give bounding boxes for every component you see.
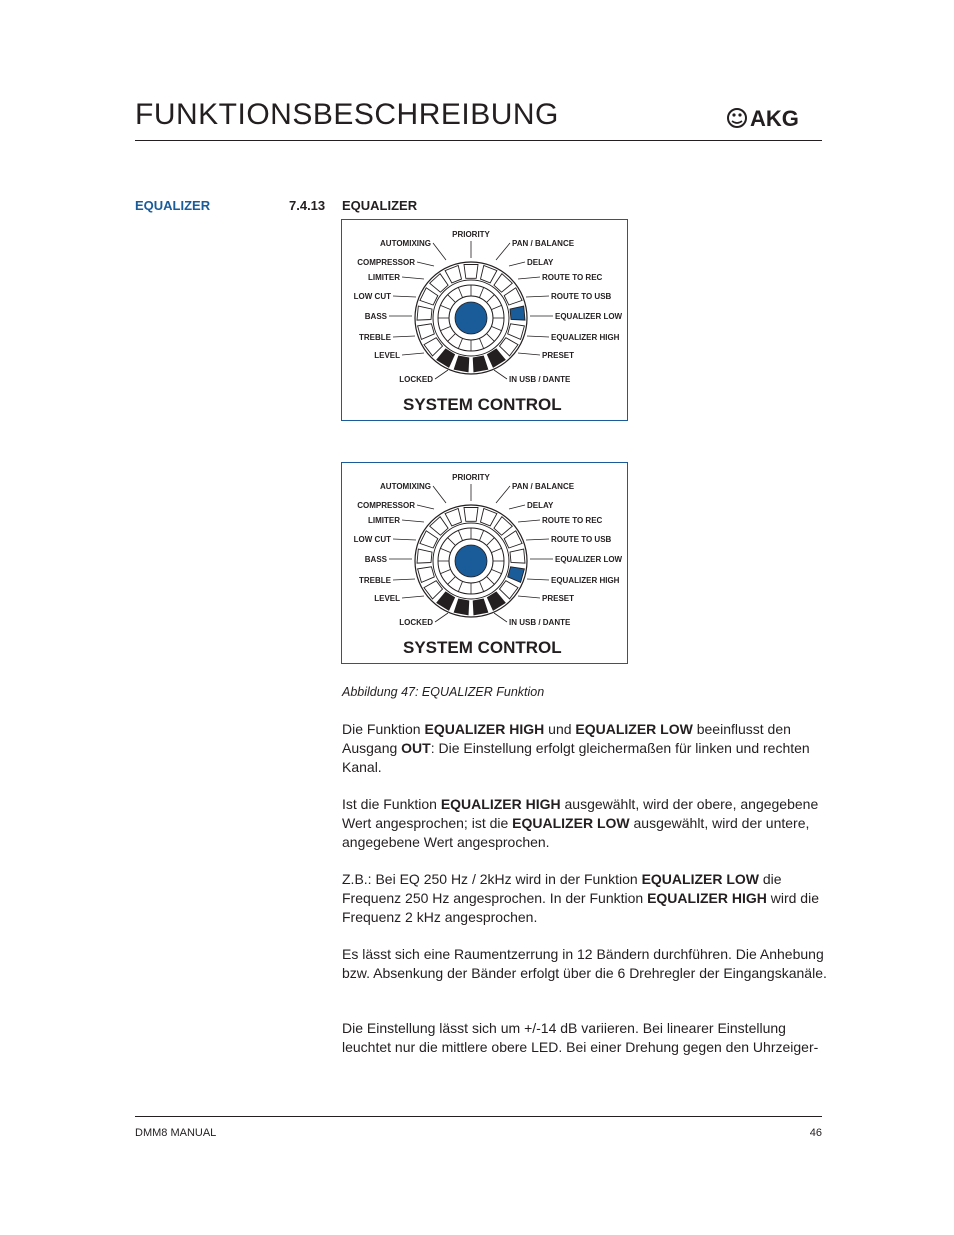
page-number: 46 — [809, 1127, 822, 1139]
label-automixing: AUTOMIXING — [380, 239, 431, 248]
leader-line — [518, 596, 540, 598]
label-locked: LOCKED — [399, 618, 433, 627]
side-label: EQUALIZER — [135, 198, 211, 213]
paragraph-2: Ist die Funktion EQUALIZER HIGH ausgewählt, wird der obere, angegebene Wert angesprochen; ist die EQUALIZER LOW ausgewählt, wird der untere, angegebene Wert angesprochen. — [342, 796, 819, 850]
leader-line — [393, 579, 415, 580]
leader-line — [393, 336, 415, 337]
label-low-cut: LOW CUT — [353, 535, 391, 544]
system-control-diagram — [342, 220, 627, 420]
label-level: LEVEL — [374, 351, 400, 360]
footer-rule — [135, 1116, 822, 1117]
leader-line — [527, 579, 549, 580]
paragraph-1: Die Funktion EQUALIZER HIGH und EQUALIZER LOW beeinflusst den Ausgang OUT: Die Einstellung erfolgt gleichermaßen für linken und rechten Kanal. — [342, 721, 810, 775]
leader-line — [402, 596, 424, 598]
header-rule — [135, 140, 822, 141]
label-bass: BASS — [364, 555, 387, 564]
label-limiter: LIMITER — [368, 273, 400, 282]
leader-line — [496, 243, 510, 260]
label-treble: TREBLE — [359, 576, 391, 585]
led-segment — [464, 265, 478, 279]
label-preset: PRESET — [542, 351, 575, 360]
label-delay: DELAY — [527, 258, 554, 267]
leader-line — [402, 277, 424, 279]
label-bass: BASS — [364, 312, 387, 321]
leader-line — [402, 520, 424, 522]
leader-line — [518, 277, 540, 279]
footer-manual-name: DMM8 MANUAL — [135, 1127, 217, 1139]
leader-line — [435, 370, 448, 379]
system-control-panel-eq-low — [341, 219, 628, 421]
leader-line — [435, 613, 448, 622]
label-locked: LOCKED — [399, 375, 433, 384]
label-treble: TREBLE — [359, 333, 391, 342]
system-control-panel-eq-high — [341, 462, 628, 664]
section-title: EQUALIZER — [342, 198, 418, 213]
label-priority: PRIORITY — [452, 473, 490, 482]
knob-center — [455, 302, 487, 334]
label-limiter: LIMITER — [368, 516, 400, 525]
label-in-usb-dante: IN USB / DANTE — [509, 375, 571, 384]
label-route-usb: ROUTE TO USB — [551, 292, 612, 301]
label-route-rec: ROUTE TO REC — [542, 516, 603, 525]
label-priority: PRIORITY — [452, 230, 490, 239]
label-route-rec: ROUTE TO REC — [542, 273, 603, 282]
label-eq-low: EQUALIZER LOW — [555, 312, 623, 321]
leader-line — [527, 336, 549, 337]
leader-line — [433, 243, 446, 260]
leader-line — [393, 296, 416, 297]
paragraph-4: Es lässt sich eine Raumentzerrung in 12 Bändern durchführen. Die Anhebung bzw. Absenkung der Bänder erfolgt über die 6 Drehregler der Eingangskanäle. — [342, 946, 827, 981]
label-low-cut: LOW CUT — [353, 292, 391, 301]
label-pan-balance: PAN / BALANCE — [512, 239, 575, 248]
leader-line — [496, 486, 510, 503]
panel-title: SYSTEM CONTROL — [403, 395, 562, 414]
leader-line — [417, 505, 434, 509]
knob-center — [455, 545, 487, 577]
label-delay: DELAY — [527, 501, 554, 510]
label-compressor: COMPRESSOR — [357, 501, 415, 510]
figure-caption: Abbildung 47: EQUALIZER Funktion — [342, 685, 545, 699]
label-eq-low: EQUALIZER LOW — [555, 555, 623, 564]
section-number: 7.4.13 — [289, 198, 326, 213]
leader-line — [402, 353, 424, 355]
label-automixing: AUTOMIXING — [380, 482, 431, 491]
leader-line — [509, 262, 525, 266]
system-control-diagram — [342, 463, 627, 663]
page-title: FUNKTIONSBESCHREIBUNG — [135, 98, 559, 131]
label-eq-high: EQUALIZER HIGH — [551, 333, 620, 342]
akg-logo — [727, 104, 823, 132]
svg-text:AKG: AKG — [750, 106, 799, 131]
label-preset: PRESET — [542, 594, 575, 603]
leader-line — [526, 296, 549, 297]
led-segment — [464, 508, 478, 522]
label-route-usb: ROUTE TO USB — [551, 535, 612, 544]
panel-title: SYSTEM CONTROL — [403, 638, 562, 657]
label-compressor: COMPRESSOR — [357, 258, 415, 267]
leader-line — [518, 520, 540, 522]
label-level: LEVEL — [374, 594, 400, 603]
label-in-usb-dante: IN USB / DANTE — [509, 618, 571, 627]
leader-line — [393, 539, 416, 540]
leader-line — [526, 539, 549, 540]
label-eq-high: EQUALIZER HIGH — [551, 576, 620, 585]
leader-line — [518, 353, 540, 355]
leader-line — [494, 613, 507, 622]
label-pan-balance: PAN / BALANCE — [512, 482, 575, 491]
paragraph-5: Die Einstellung lässt sich um +/-14 dB variieren. Bei linearer Einstellung leuchtet nur die mittlere obere LED. Bei einer Drehung gegen den Uhrzeiger- — [342, 1020, 819, 1055]
leader-line — [417, 262, 434, 266]
leader-line — [509, 505, 525, 509]
paragraph-3: Z.B.: Bei EQ 250 Hz / 2kHz wird in der Funktion EQUALIZER LOW die Frequenz 250 Hz angesprochen. In der Funktion EQUALIZER HIGH wird die Frequenz 2 kHz angesprochen. — [342, 871, 819, 925]
leader-line — [494, 370, 507, 379]
leader-line — [433, 486, 446, 503]
